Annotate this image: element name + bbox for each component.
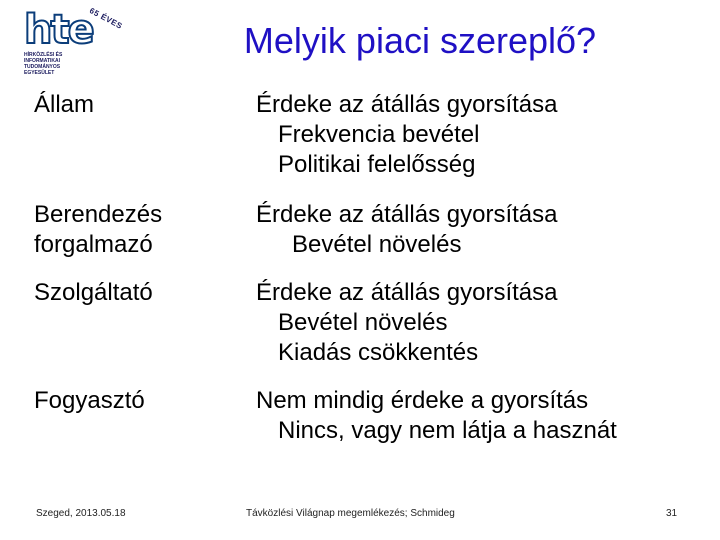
page-number: 31 bbox=[666, 508, 678, 519]
actor-label: Berendezés forgalmazó bbox=[34, 201, 163, 258]
main-point: Érdeke az átállás gyorsítása bbox=[256, 91, 558, 118]
main-point: Érdeke az átállás gyorsítása bbox=[256, 201, 558, 228]
logo-letters: hte bbox=[24, 7, 93, 53]
hte-logo bbox=[16, 8, 128, 78]
actor-details bbox=[256, 200, 716, 260]
logo-line: TUDOMÁNYOS bbox=[24, 64, 61, 70]
footer-date: Szeged, 2013.05.18 bbox=[36, 508, 126, 519]
actor-label: Állam bbox=[34, 91, 95, 118]
slide-title: Melyik piaci szereplő? bbox=[243, 20, 597, 61]
logo-anniversary: 65 ÉVES bbox=[87, 6, 124, 31]
actor-details bbox=[256, 386, 716, 446]
sub-point: Nincs, vagy nem látja a hasznát bbox=[278, 417, 617, 444]
sub-point: Politikai felelősség bbox=[278, 151, 476, 178]
logo-line: EGYESÜLET bbox=[24, 70, 55, 76]
footer-event: Távközlési Világnap megemlékezés; Schmideg bbox=[246, 508, 455, 519]
logo-line: INFORMATIKAI bbox=[24, 58, 61, 64]
actor-label: Szolgáltató bbox=[34, 279, 153, 306]
actor-label: Fogyasztó bbox=[34, 387, 145, 414]
main-point: Nem mindig érdeke a gyorsítás bbox=[256, 387, 589, 414]
sub-point: Kiadás csökkentés bbox=[278, 339, 479, 366]
logo-line: HÍRKÖZLÉSI ÉS bbox=[24, 52, 63, 58]
actor-details bbox=[256, 90, 716, 180]
actor-details bbox=[256, 278, 716, 368]
sub-point: Frekvencia bevétel bbox=[278, 121, 480, 148]
sub-point: Bevétel növelés bbox=[292, 231, 462, 258]
main-point: Érdeke az átállás gyorsítása bbox=[256, 279, 558, 306]
sub-point: Bevétel növelés bbox=[278, 309, 448, 336]
logo-org-name bbox=[24, 52, 84, 76]
